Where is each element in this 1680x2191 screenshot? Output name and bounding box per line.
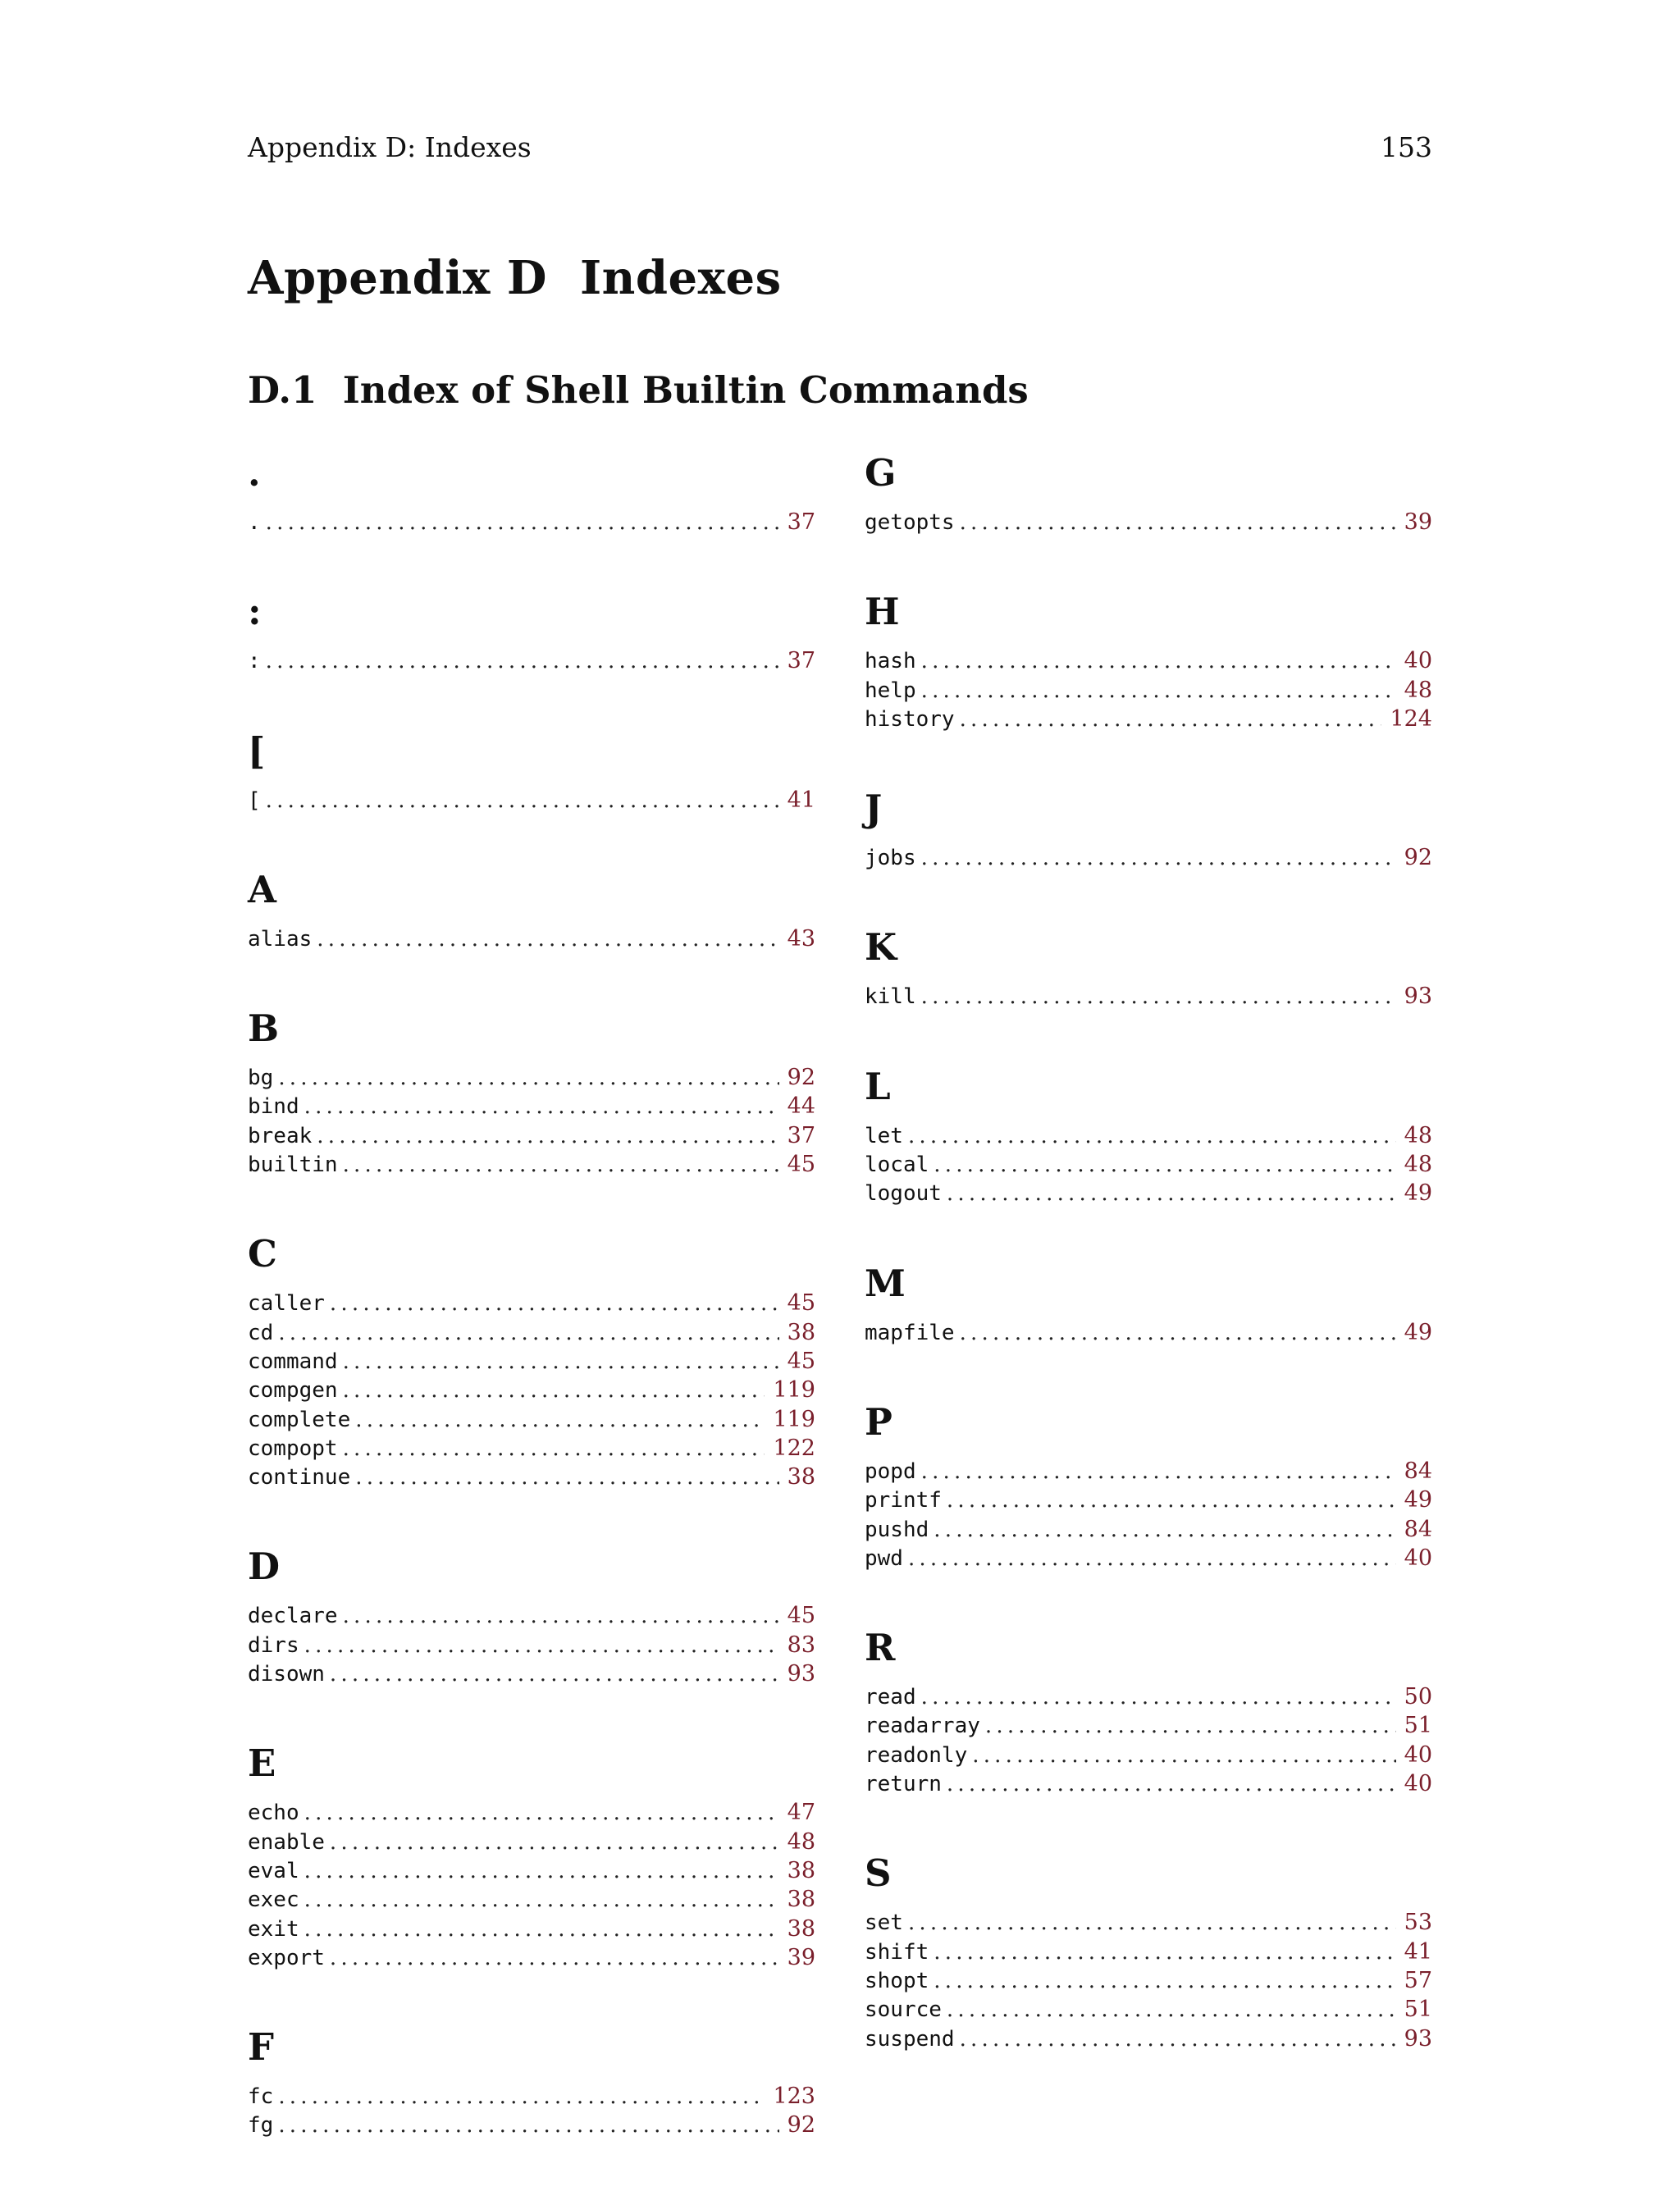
dot-leader xyxy=(330,1660,779,1689)
page-link[interactable]: 84 xyxy=(1404,1516,1432,1542)
page-link[interactable]: 123 xyxy=(773,2084,815,2110)
page-link[interactable]: 92 xyxy=(787,1065,815,1091)
page-link[interactable]: 57 xyxy=(1404,1967,1432,1993)
index-group xyxy=(248,1230,815,1491)
index-group xyxy=(248,2023,815,2140)
dot-leader xyxy=(304,1632,779,1660)
index-term: jobs xyxy=(865,846,916,871)
index-entry[interactable] xyxy=(248,1856,815,1885)
index-entry[interactable] xyxy=(248,1092,815,1121)
index-letter-heading: D xyxy=(248,1545,281,1589)
index-group xyxy=(248,1739,815,1972)
dot-leader xyxy=(266,509,779,537)
index-group xyxy=(865,1398,1432,1572)
dot-leader xyxy=(278,2083,765,2111)
index-column-left xyxy=(248,449,815,2191)
dot-leader xyxy=(947,1996,1396,2024)
index-entry[interactable] xyxy=(248,1915,815,1943)
index-term: let xyxy=(865,1123,903,1148)
index-entry[interactable] xyxy=(248,1121,815,1150)
index-entry[interactable] xyxy=(248,508,815,536)
index-entry[interactable] xyxy=(248,1828,815,1856)
index-entry[interactable] xyxy=(865,1318,1432,1347)
dot-leader xyxy=(278,1064,778,1093)
page-link[interactable]: 84 xyxy=(1404,1458,1432,1484)
index-entry[interactable] xyxy=(865,1966,1432,1995)
index-entry[interactable] xyxy=(865,1769,1432,1798)
index-entry[interactable] xyxy=(865,1150,1432,1179)
index-group xyxy=(865,923,1432,1011)
dot-leader xyxy=(343,1151,779,1180)
index-letter-heading: G xyxy=(865,451,897,495)
page-link[interactable]: 49 xyxy=(1404,1319,1432,1345)
dot-leader xyxy=(985,1712,1396,1741)
dot-leader xyxy=(278,1319,778,1348)
index-term: dirs xyxy=(248,1632,299,1658)
index-term: getopts xyxy=(865,510,955,535)
dot-leader xyxy=(960,2025,1396,2054)
index-entry[interactable] xyxy=(865,1544,1432,1572)
index-term: bind xyxy=(248,1094,299,1120)
dot-leader xyxy=(934,1151,1395,1180)
index-letter-heading: P xyxy=(865,1399,892,1444)
index-entry[interactable] xyxy=(248,646,815,675)
index-entry[interactable] xyxy=(865,1938,1432,1966)
dot-leader xyxy=(355,1463,778,1492)
page-link[interactable]: 51 xyxy=(1404,1713,1432,1739)
index-term: enable xyxy=(248,1829,325,1855)
dot-leader xyxy=(343,1602,779,1631)
dot-leader xyxy=(934,1516,1395,1545)
section-title: D.1 Index of Shell Builtin Commands xyxy=(248,368,1029,412)
page-link[interactable]: 45 xyxy=(787,1348,815,1374)
index-group xyxy=(865,1623,1432,1798)
page-link[interactable]: 43 xyxy=(787,925,815,952)
dot-leader xyxy=(343,1348,779,1376)
index-term: hash xyxy=(865,649,916,674)
dot-leader xyxy=(934,1938,1395,1967)
dot-leader xyxy=(317,925,778,954)
page-link[interactable]: 93 xyxy=(1404,984,1432,1010)
index-entry[interactable] xyxy=(248,1659,815,1688)
page-link[interactable]: 38 xyxy=(787,1857,815,1883)
index-entry[interactable] xyxy=(865,1486,1432,1514)
page-link[interactable]: 50 xyxy=(1404,1684,1432,1710)
index-term: shopt xyxy=(865,1968,929,1993)
index-group xyxy=(865,784,1432,872)
dot-leader xyxy=(908,1545,1396,1573)
index-group xyxy=(248,587,815,675)
index-entry[interactable] xyxy=(248,1347,815,1376)
index-term: fc xyxy=(248,2084,274,2110)
page-link[interactable]: 47 xyxy=(787,1800,815,1826)
index-group xyxy=(865,1849,1432,2052)
index-term: kill xyxy=(865,984,916,1010)
index-term: : xyxy=(248,649,261,674)
index-letter-heading: J xyxy=(865,787,883,831)
page-link[interactable]: 48 xyxy=(1404,677,1432,703)
page-link[interactable]: 49 xyxy=(1404,1180,1432,1207)
index-term: source xyxy=(865,1997,942,2023)
index-letter-heading: : xyxy=(248,590,262,634)
page-link[interactable]: 93 xyxy=(787,1661,815,1687)
dot-leader xyxy=(908,1122,1396,1151)
index-letter-heading: E xyxy=(248,1741,276,1786)
index-entry[interactable] xyxy=(248,2082,815,2111)
index-term: help xyxy=(865,678,916,703)
index-letter-heading: M xyxy=(865,1261,906,1305)
index-entry[interactable] xyxy=(248,1943,815,1972)
index-term: declare xyxy=(248,1604,338,1629)
index-entry[interactable] xyxy=(248,1601,815,1630)
page-link[interactable]: 44 xyxy=(787,1093,815,1120)
index-term: pushd xyxy=(865,1517,929,1542)
index-entry[interactable] xyxy=(865,1741,1432,1769)
index-entry[interactable] xyxy=(865,676,1432,705)
index-entry[interactable] xyxy=(865,508,1432,536)
index-entry[interactable] xyxy=(865,982,1432,1011)
dot-leader xyxy=(304,1886,779,1915)
index-entry[interactable] xyxy=(248,1405,815,1434)
index-entry[interactable] xyxy=(248,1289,815,1317)
page-link[interactable]: 38 xyxy=(787,1915,815,1942)
index-term: eval xyxy=(248,1858,299,1883)
page-link[interactable]: 93 xyxy=(1404,2025,1432,2052)
index-letter-heading: [ xyxy=(248,728,266,773)
index-group xyxy=(865,1062,1432,1208)
page-link[interactable]: 37 xyxy=(787,1122,815,1148)
index-group xyxy=(248,727,815,815)
index-term: history xyxy=(865,706,955,732)
index-term: caller xyxy=(248,1291,325,1317)
index-term: bg xyxy=(248,1066,274,1091)
index-group xyxy=(248,865,815,953)
page-link[interactable]: 38 xyxy=(787,1887,815,1913)
index-entry[interactable] xyxy=(865,1515,1432,1544)
dot-leader xyxy=(355,1406,765,1435)
dot-leader xyxy=(947,1180,1396,1208)
page-link[interactable]: 45 xyxy=(787,1152,815,1178)
index-group xyxy=(865,449,1432,536)
dot-leader xyxy=(921,983,1396,1011)
page-link[interactable]: 45 xyxy=(787,1290,815,1317)
index-term: compgen xyxy=(248,1378,338,1404)
index-term: continue xyxy=(248,1465,351,1490)
page-link[interactable]: 38 xyxy=(787,1319,815,1345)
dot-leader xyxy=(317,1122,778,1151)
dot-leader xyxy=(304,1799,779,1828)
index-term: break xyxy=(248,1123,313,1148)
index-term: shift xyxy=(865,1939,929,1965)
dot-leader xyxy=(266,787,779,815)
page-link[interactable]: 48 xyxy=(1404,1152,1432,1178)
index-group xyxy=(248,1004,815,1179)
index-entry[interactable] xyxy=(248,924,815,953)
index-entry[interactable] xyxy=(865,843,1432,872)
dot-leader xyxy=(330,1944,779,1973)
index-letter-heading: C xyxy=(248,1232,277,1276)
index-entry[interactable] xyxy=(248,1063,815,1092)
index-letter-heading: A xyxy=(248,867,276,911)
index-term: return xyxy=(865,1772,942,1797)
page-number: 153 xyxy=(1381,131,1432,163)
index-entry[interactable] xyxy=(865,1995,1432,2024)
dot-leader xyxy=(304,1857,779,1886)
index-entry[interactable] xyxy=(248,1376,815,1404)
page-link[interactable]: 48 xyxy=(787,1828,815,1855)
page-link[interactable]: 48 xyxy=(1404,1122,1432,1148)
index-entry[interactable] xyxy=(248,786,815,815)
index-term: cd xyxy=(248,1320,274,1345)
index-term: command xyxy=(248,1349,338,1374)
page-link[interactable]: 40 xyxy=(1404,648,1432,674)
index-entry[interactable] xyxy=(248,1885,815,1914)
index-entry[interactable] xyxy=(865,1179,1432,1207)
page-link[interactable]: 124 xyxy=(1390,705,1432,732)
dot-leader xyxy=(304,1093,779,1121)
dot-leader xyxy=(960,509,1396,537)
index-term: popd xyxy=(865,1458,916,1484)
dot-leader xyxy=(972,1741,1395,1770)
index-group xyxy=(248,1542,815,1688)
index-entry[interactable] xyxy=(248,2111,815,2139)
dot-leader xyxy=(921,647,1396,676)
page-link[interactable]: 38 xyxy=(787,1464,815,1490)
page-link[interactable]: 40 xyxy=(1404,1741,1432,1768)
index-term: compopt xyxy=(248,1436,338,1461)
dot-leader xyxy=(343,1376,765,1405)
page-link[interactable]: 119 xyxy=(773,1377,815,1404)
running-title: Appendix D: Indexes xyxy=(248,131,532,163)
index-term: pwd xyxy=(865,1545,903,1571)
index-term: readarray xyxy=(865,1714,980,1739)
chapter-title: Appendix D Indexes xyxy=(248,251,782,305)
index-letter-heading: . xyxy=(248,451,261,495)
index-term: local xyxy=(865,1153,929,1178)
dot-leader xyxy=(934,1967,1395,1996)
index-group xyxy=(248,449,815,536)
running-header xyxy=(248,131,1432,167)
index-letter-heading: B xyxy=(248,1006,280,1051)
index-term: alias xyxy=(248,926,313,952)
index-term: readonly xyxy=(865,1742,968,1768)
page-link[interactable]: 122 xyxy=(773,1435,815,1461)
dot-leader xyxy=(330,1828,779,1857)
index-entry[interactable] xyxy=(865,1908,1432,1937)
index-letter-heading: F xyxy=(248,2025,274,2070)
index-letter-heading: H xyxy=(865,590,900,634)
page-link[interactable]: 41 xyxy=(1404,1938,1432,1965)
index-letter-heading: K xyxy=(865,925,897,970)
index-term: exit xyxy=(248,1916,299,1942)
index-letter-heading: R xyxy=(865,1626,896,1670)
index-term: suspend xyxy=(865,2026,955,2052)
index-term: complete xyxy=(248,1407,351,1432)
index-entry[interactable] xyxy=(248,1631,815,1659)
index-term: printf xyxy=(865,1488,942,1513)
dot-leader xyxy=(921,844,1396,873)
dot-leader xyxy=(960,1319,1396,1348)
page-link[interactable]: 49 xyxy=(1404,1487,1432,1513)
index-term: disown xyxy=(248,1662,325,1687)
index-term: read xyxy=(865,1685,916,1710)
dot-leader xyxy=(343,1435,765,1463)
index-letter-heading: S xyxy=(865,1851,892,1896)
index-column-right xyxy=(865,449,1432,2104)
page-link[interactable]: 40 xyxy=(1404,1545,1432,1571)
dot-leader xyxy=(947,1770,1396,1799)
page-link[interactable]: 41 xyxy=(787,787,815,813)
page-link[interactable]: 39 xyxy=(1404,509,1432,535)
index-entry[interactable] xyxy=(865,705,1432,733)
page-link[interactable]: 92 xyxy=(787,2112,815,2139)
index-entry[interactable] xyxy=(865,1711,1432,1740)
dot-leader xyxy=(330,1289,779,1318)
dot-leader xyxy=(304,1915,779,1944)
page-link[interactable]: 37 xyxy=(787,648,815,674)
dot-leader xyxy=(960,705,1382,734)
page-link[interactable]: 51 xyxy=(1404,1997,1432,2023)
page-link[interactable]: 53 xyxy=(1404,1910,1432,1936)
page-link[interactable]: 45 xyxy=(787,1603,815,1629)
index-group xyxy=(865,1259,1432,1347)
index-term: set xyxy=(865,1910,903,1936)
dot-leader xyxy=(266,647,779,676)
index-term: logout xyxy=(865,1181,942,1207)
index-group xyxy=(865,587,1432,733)
page-link[interactable]: 40 xyxy=(1404,1771,1432,1797)
index-term: builtin xyxy=(248,1153,338,1178)
dot-leader xyxy=(921,677,1396,705)
index-term: . xyxy=(248,510,261,535)
index-entry[interactable] xyxy=(248,1434,815,1463)
index-entry[interactable] xyxy=(248,1798,815,1827)
dot-leader xyxy=(921,1683,1396,1712)
index-entry[interactable] xyxy=(865,1121,1432,1150)
index-entry[interactable] xyxy=(865,1457,1432,1486)
index-entry[interactable] xyxy=(865,646,1432,675)
index-entry[interactable] xyxy=(248,1318,815,1347)
index-entry[interactable] xyxy=(865,1682,1432,1711)
index-term: fg xyxy=(248,2113,274,2139)
index-term: [ xyxy=(248,787,261,813)
dot-leader xyxy=(908,1909,1396,1938)
index-letter-heading: L xyxy=(865,1064,891,1108)
dot-leader xyxy=(947,1486,1396,1515)
index-term: mapfile xyxy=(865,1320,955,1345)
index-term: export xyxy=(248,1945,325,1970)
dot-leader xyxy=(278,2111,778,2140)
index-term: exec xyxy=(248,1887,299,1913)
page-link[interactable]: 83 xyxy=(787,1632,815,1658)
page-link[interactable]: 37 xyxy=(787,509,815,535)
index-entry[interactable] xyxy=(248,1150,815,1179)
index-entry[interactable] xyxy=(865,2024,1432,2053)
index-term: echo xyxy=(248,1801,299,1826)
index-entry[interactable] xyxy=(248,1463,815,1491)
dot-leader xyxy=(921,1458,1396,1486)
page-link[interactable]: 119 xyxy=(773,1406,815,1432)
page-link[interactable]: 92 xyxy=(1404,845,1432,871)
page-link[interactable]: 39 xyxy=(787,1944,815,1970)
